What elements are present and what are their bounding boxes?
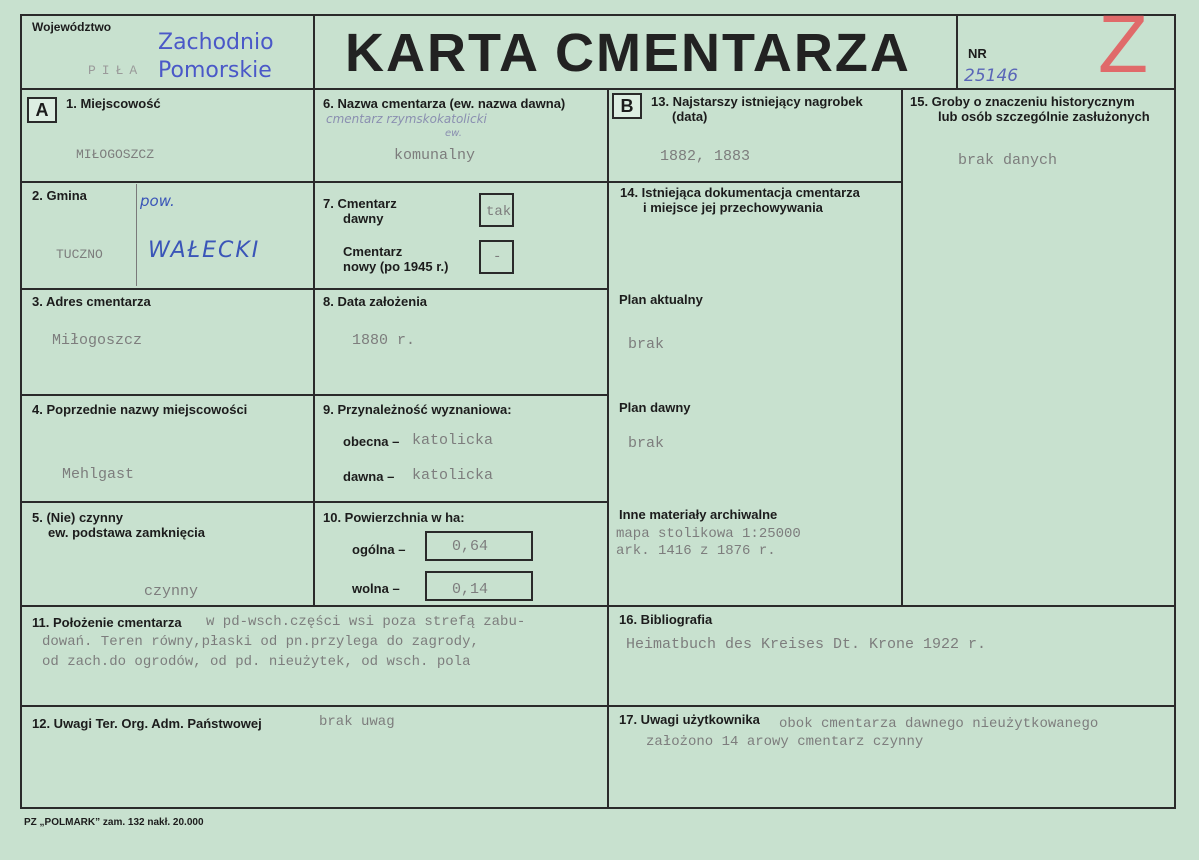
field-9-label: 9. Przynależność wyznaniowa: [323,402,512,417]
wojewodztwo-label: Województwo [32,20,112,34]
header-divider [20,88,1176,90]
field-10-wolna-value: 0,14 [452,581,489,598]
section-a-box: A [27,97,57,123]
field-7-dawny-value: tak [486,204,512,220]
field-9-obecna-value: katolicka [412,432,494,449]
header-vline-2 [956,14,958,88]
field-13-label-1: 13. Najstarszy istniejący nagrobek [651,94,863,109]
row-line-6 [20,705,1176,707]
nr-value: 25146 [964,66,1019,86]
inne-materialy-line-2: ark. 1416 z 1876 r. [616,543,776,559]
row-line-1b [608,181,903,183]
field-11-label: 11. Położenie cmentarza [32,615,182,630]
field-15-value: brak danych [958,152,1058,169]
field-14-label-1: 14. Istniejąca dokumentacja cmentarza [620,185,860,200]
field-4-label: 4. Poprzednie nazwy miejscowości [32,402,248,417]
field-8-label: 8. Data założenia [323,294,428,309]
field-13-label-2: (data) [672,109,708,124]
field-11-line-2: dowań. Teren równy,płaski od pn.przylega do zagrody, [42,634,479,650]
field-7-label-1: 7. Cmentarz [323,196,397,211]
field-6-handwritten: cmentarz rzymskokatolicki [326,112,487,126]
stamp-line-2: Pomorskie [158,58,272,83]
field-2-label: 2. Gmina [32,188,87,203]
field-17-label: 17. Uwagi użytkownika [619,712,760,727]
field-7-nowy-label-2: nowy (po 1945 r.) [343,259,449,274]
field-12-value: brak uwag [319,714,395,730]
field-11-line-1: w pd-wsch.części wsi poza strefą zabu- [206,614,526,630]
field-10-ogolna-value: 0,64 [452,538,489,555]
field-1-value: MIŁOGOSZCZ [76,147,155,162]
row-line-1 [20,181,608,183]
plan-aktualny-value: brak [628,336,665,353]
field-5-value: czynny [144,583,199,600]
field-16-value: Heimatbuch des Kreises Dt. Krone 1922 r. [626,636,987,653]
field-4-value: Mehlgast [62,466,135,483]
col-divider-2 [607,88,609,809]
print-info: PZ „POLMARK” zam. 132 nakł. 20.000 [24,817,204,828]
field-12-label: 12. Uwagi Ter. Org. Adm. Państwowej [32,716,262,731]
field-17-line-2: założono 14 arowy cmentarz czynny [646,734,924,750]
field-9-obecna-label: obecna – [343,434,400,449]
field-6-label: 6. Nazwa cmentarza (ew. nazwa dawna) [323,96,566,111]
col-divider-1 [313,88,315,606]
field-10-ogolna-label: ogólna – [352,542,406,557]
col-divider-3 [901,88,903,606]
field-6-value: komunalny [394,147,476,164]
plan-dawny-label: Plan dawny [619,400,691,415]
field-1-label: 1. Miejscowość [66,96,161,111]
wojewodztwo-typed: PIŁA [88,63,144,78]
row-line-5 [20,605,1176,607]
plan-aktualny-label: Plan aktualny [619,292,703,307]
field-14-label-2: i miejsce jej przechowywania [643,200,823,215]
section-b-box: B [612,93,642,119]
field-5-label-1: 5. (Nie) czynny [32,510,124,525]
row-line-4 [20,501,608,503]
field-9-dawna-value: katolicka [412,467,494,484]
header-vline-1 [313,14,315,88]
field-17-line-1: obok cmentarza dawnego nieużytkowanego [779,716,1099,732]
field-16-label: 16. Bibliografia [619,612,713,627]
plan-dawny-value: brak [628,435,665,452]
row-line-2 [20,288,608,290]
card-title: KARTA CMENTARZA [345,23,911,83]
field-11-line-3: od zach.do ogrodów, od pd. nieużytek, od wsch. pola [42,654,471,670]
field-3-value: Miłogoszcz [52,332,143,349]
field-8-value: 1880 r. [352,332,416,349]
field-6-handwritten-2: ew. [445,128,462,139]
field-10-wolna-label: wolna – [352,581,400,596]
field-2-inner-divider [136,184,137,286]
inne-materialy-label: Inne materiały archiwalne [619,507,778,522]
field-15-label-2: lub osób szczególnie zasłużonych [938,109,1150,124]
field-2-value: TUCZNO [56,247,103,262]
field-7-label-2: dawny [343,211,384,226]
field-2-pow: pow. [140,192,175,210]
stamp-line-1: Zachodnio [158,30,274,55]
field-9-dawna-label: dawna – [343,469,395,484]
field-3-label: 3. Adres cmentarza [32,294,151,309]
row-line-3 [20,394,608,396]
field-7-nowy-label-1: Cmentarz [343,244,403,259]
field-15-label-1: 15. Groby o znaczeniu historycznym [910,94,1135,109]
red-z-mark: Z [1098,0,1149,90]
field-2-handwritten: WAŁECKI [148,238,261,263]
nr-label: NR [968,46,987,61]
field-10-label: 10. Powierzchnia w ha: [323,510,465,525]
field-7-nowy-value: - [493,249,502,265]
field-5-label-2: ew. podstawa zamknięcia [48,525,206,540]
field-13-value: 1882, 1883 [660,148,751,165]
inne-materialy-line-1: mapa stolikowa 1:25000 [616,526,801,542]
